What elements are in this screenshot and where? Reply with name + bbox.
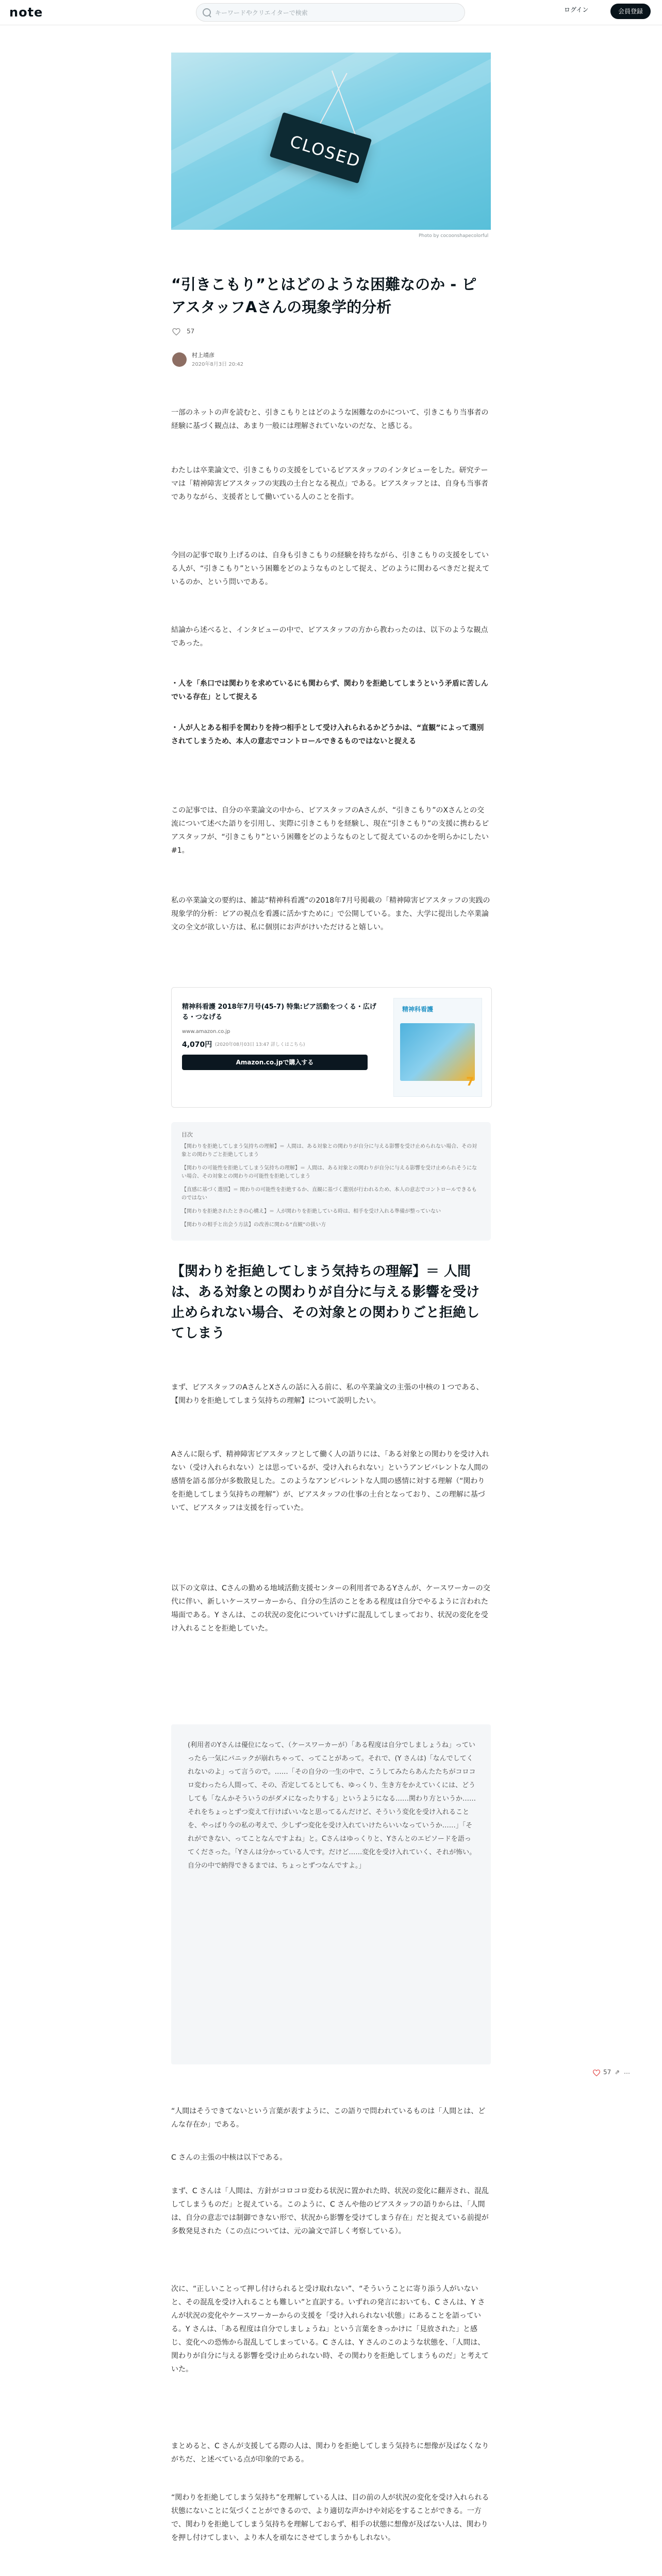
photo-credit[interactable]: Photo by cocoonshapecolorful <box>419 233 489 239</box>
book-title[interactable]: 精神科看護 2018年7月号(45-7) 特集:ピア活動をつくる・広げる・つなげる <box>182 1003 376 1021</box>
signup-button[interactable]: 会員登録 <box>610 4 651 19</box>
heart-icon[interactable] <box>593 2070 600 2076</box>
amazon-book-card[interactable] <box>171 987 492 1108</box>
share-icon[interactable]: ⇗ <box>615 2069 620 2076</box>
paragraph: C さんの主張の中核は以下である。 <box>171 2154 287 2162</box>
closed-sign-text: CLOSED <box>287 131 363 172</box>
book-cover-title: 精神科看護 <box>402 1006 434 1013</box>
author-name[interactable]: 村上靖彦 <box>192 352 214 359</box>
quote-text: (利用者のYさんは優位になって、（ケースワーカーが）「ある程度は自分でしましょうね」っていったら一気にパニックが崩れちゃって、ってことがあって。それで、(Y さんは)「なんでしてくれないのよ」って言うので。……「その自分の一生の中で、こうしてみたらあんたたちがコロコロ変わったら人間って、その、否定してるとしても、ゆっくり、生き方をかえていくには、どうしても「なんかそういうのがダメになったりする」というようになる……関わり方というか……それをちょっとずつ変えて行けばいいなと思ってるんだけど、そういう変化を受け入れることを、やっぱり今の私の考えで、少しずつ変化を受け入れていけたらいいなっていうか……」「それができない、ってことなんですよね」と。Cさんはゆっくりと、Yさんとのエピソードを語ってくださった。「Yさんは分かっている人です。だけど……変化を受け入れていく、それが怖い。自分の中で納得できるまでは、ちょっとずつなんですよ。」 <box>188 1741 476 1870</box>
paragraph: わたしは卒業論文で、引きこもりの支援をしているピアスタッフのインタビューをした。研究テーマは「精神障害ピアスタッフの実践の土台となる視点」である。ピアスタッフとは、自身も当事者でありながら、支援者として働いている人のことを指す。 <box>171 466 488 501</box>
book-price-note: (2020年08月03日 13:47 詳しくはこちら) <box>215 1042 305 1047</box>
paragraph: 結論から述べると、インタビューの中で、ピアスタッフの方から教わったのは、以下のような観点であった。 <box>171 626 488 648</box>
paragraph: “人間はそうできてないという言葉が表すように、この語りで問われているものは「人間とは、どんな存在か」である。 <box>171 2107 486 2129</box>
floating-action-bar <box>593 2068 629 2078</box>
section-heading: 【関わりを拒絶してしまう気持ちの理解】＝ 人間は、ある対象との関わりが自分に与える影響を受け止められない場合、その対象との関わりごと拒絶してしまう <box>171 1264 480 1341</box>
search-icon <box>203 8 211 16</box>
book-cover-art <box>400 1023 475 1081</box>
bullet-item: ・人が人とある相手を関わりを持つ相手として受け入れられるかどうかは、“直観”によって選別されてしまうため、本人の意志でコントロールできるものではないと捉える <box>171 724 484 745</box>
hero-image <box>171 53 491 230</box>
book-cover-image <box>393 998 482 1097</box>
paragraph: 以下の文章は、Cさんの勤める地域活動支援センターの利用者であるYさんが、ケースワーカーの交代に伴い、新しいケースワーカーから、自分の生活のことをある程度は自分でやるように言われた場面である。Y さんは、この状況の変化についていけずに混乱してしまっており、状況の変化を受け入れることを拒絶していた。 <box>171 1584 490 1633</box>
book-cover-number: 7 <box>466 1076 474 1089</box>
paragraph: Aさんに限らず、精神障害ピアスタッフとして働く人の語りには、「ある対象との関わりを受け入れない（受け入れられない）とは思っているが、受け入れられない」というアンビバレントな人間の感情を語る部分が多数散見した。このようなアンビバレントな人間の感情に対する理解（“関わりを拒絶してしまう気持ちの理解”）が、ピアスタッフの仕事の土台となっており、この理解に基づいて、ピアスタッフは支援を行っていた。 <box>171 1450 489 1512</box>
avatar[interactable] <box>172 352 187 367</box>
bullet-item: ・人を「糸口では関わりを求めているにも関わらず、関わりを拒絶してしまうという矛盾に苦しんでいる存在」として捉える <box>171 680 488 701</box>
like-count: 57 <box>187 328 195 335</box>
paragraph: “関わりを拒絶してしまう気持ち”を理解している人は、目の前の人が状況の変化を受け入れられる状態にないことに気づくことができるので、より適切な声かけや対応をすることができる。一方で、関わりを拒絶してしまう気持ちを理解しておらず、相手の状態に想像が及ばない人は、関わりを押し付けてしまい、より本人を頑なにさせてしまうかもしれない。 <box>171 2494 489 2542</box>
top-header <box>0 0 662 25</box>
book-url: www.amazon.co.jp <box>182 1029 230 1035</box>
floating-like-count: 57 <box>603 2069 611 2076</box>
paragraph: まず、ピアスタッフのAさんとXさんの話に入る前に、私の卒業論文の主張の中核の１つである、【関わりを拒絶してしまう気持ちの理解】について説明したい。 <box>171 1383 484 1405</box>
toc-item[interactable]: 【直感に基づく選別】＝ 関わりの可能性を拒絶するか、直観に基づく選別が行われるため、本人の意志でコントロールできるものではない <box>181 1187 477 1201</box>
search-input[interactable] <box>196 3 465 22</box>
amazon-buy-button[interactable]: Amazon.co.jpで購入する <box>182 1055 368 1070</box>
paragraph: まとめると、C さんが支援してる際の人は、関わりを拒絶してしまう気持ちに想像が及ばなくなりがちだ、と述べている点が印象的である。 <box>171 2442 489 2464</box>
paragraph: 次に、“正しいことって押し付けられると受け取れない”、“そういうことに寄り添う人がいないと、その混乱を受け入れることも難しい”と直訳する。いずれの発言においても、C さんは、Y さんが状況の変化やケースワーカーからの支援を「受け入れられない状態」にあることを語っている。Y さんは、「ある程度は自分でしましょうね」という言葉をきっかけに「見放された」と感じ、変化への恐怖から混乱してしまっている。C さんは、Y さんのこのような状態を、「人間は、関わりが自分に与える影響を受け止められない時、その関わりを拒絶してしまうものだ」と考えていた。 <box>171 2285 489 2374</box>
book-price: 4,070円 <box>182 1041 212 1049</box>
article-title: “引きこもり”とはどのような困難なのか - ピアスタッフAさんの現象学的分析 <box>171 276 477 316</box>
note-logo[interactable]: note <box>9 5 43 20</box>
heart-icon[interactable] <box>172 328 180 335</box>
interview-quote <box>171 1724 491 2064</box>
toc-heading: 目次 <box>181 1131 193 1138</box>
paragraph: 今回の記事で取り上げるのは、自身も引きこもりの経験を持ちながら、引きこもりの支援をしている人が、“引きこもり”という困難をどのようなものとして捉え、どのように関わるべきだと捉えているのか、という問いである。 <box>171 551 490 586</box>
post-date: 2020年8月3日 20:42 <box>192 362 244 367</box>
paragraph: 一部のネットの声を読むと、引きこもりとはどのような困難なのかについて、引きこもり当事者の経験に基づく観点は、あまり一般には理解されていないのだな、と感じる。 <box>171 409 489 430</box>
toc-item[interactable]: 【関わりの可能性を拒絶してしまう気持ちの理解】＝ 人間は、ある対象との関わりが自分に与える影響を受け止められそうにない場合、その対象との関わりの可能性を拒絶してしまう <box>181 1165 477 1179</box>
table-of-contents <box>171 1122 491 1241</box>
toc-item[interactable]: 【関わりを拒絶されたときの心構え】＝ 人が関わりを拒絶している時は、相手を受け入れる準備が整っていない <box>181 1209 441 1214</box>
toc-item[interactable]: 【関わりを拒絶してしまう気持ちの理解】＝ 人間は、ある対象との関わりが自分に与える影響を受け止められない場合、その対象との関わりごと拒絶してしまう <box>181 1144 477 1158</box>
search-placeholder: キーワードやクリエイターで検索 <box>215 9 308 16</box>
paragraph: まず、C さんは「人間は、方針がコロコロ変わる状況に置かれた時、状況の変化に翻弄され、混乱してしまうものだ」と捉えている。このように、C さんや他のピアスタッフの語りからは、「人間は、自分の意志では制御できない形で、状況から影響を受けてしまう存在」だと捉えている前提が多数発見された（この点については、元の論文で詳しく考察している）。 <box>171 2187 489 2235</box>
paragraph: 私の卒業論文の要約は、雑誌“精神科看護”の2018年7月号掲載の「精神障害ピアスタッフの実践の現象学的分析：ピアの視点を看護に活かすために」で公開している。また、大学に提出した卒業論文の全文が欲しい方は、私に個別にお声がけいただけると嬉しい。 <box>171 896 490 931</box>
more-icon[interactable]: … <box>624 2068 630 2075</box>
toc-item[interactable]: 【関わりの相手と出会う方法】の改善に関わる“直観”の扱い方 <box>181 1222 326 1228</box>
login-link[interactable]: ログイン <box>564 6 589 13</box>
paragraph: この記事では、自分の卒業論文の中から、ピアスタッフのAさんが、“引きこもり”のXさんとの交流について述べた語りを引用し、実際に引きこもりを経験し、現在“引きこもり”の支援に携わるピアスタッフが、“引きこもり”という困難をどのようなものとして捉えているのかを明らかにしたい #1。 <box>171 806 489 855</box>
